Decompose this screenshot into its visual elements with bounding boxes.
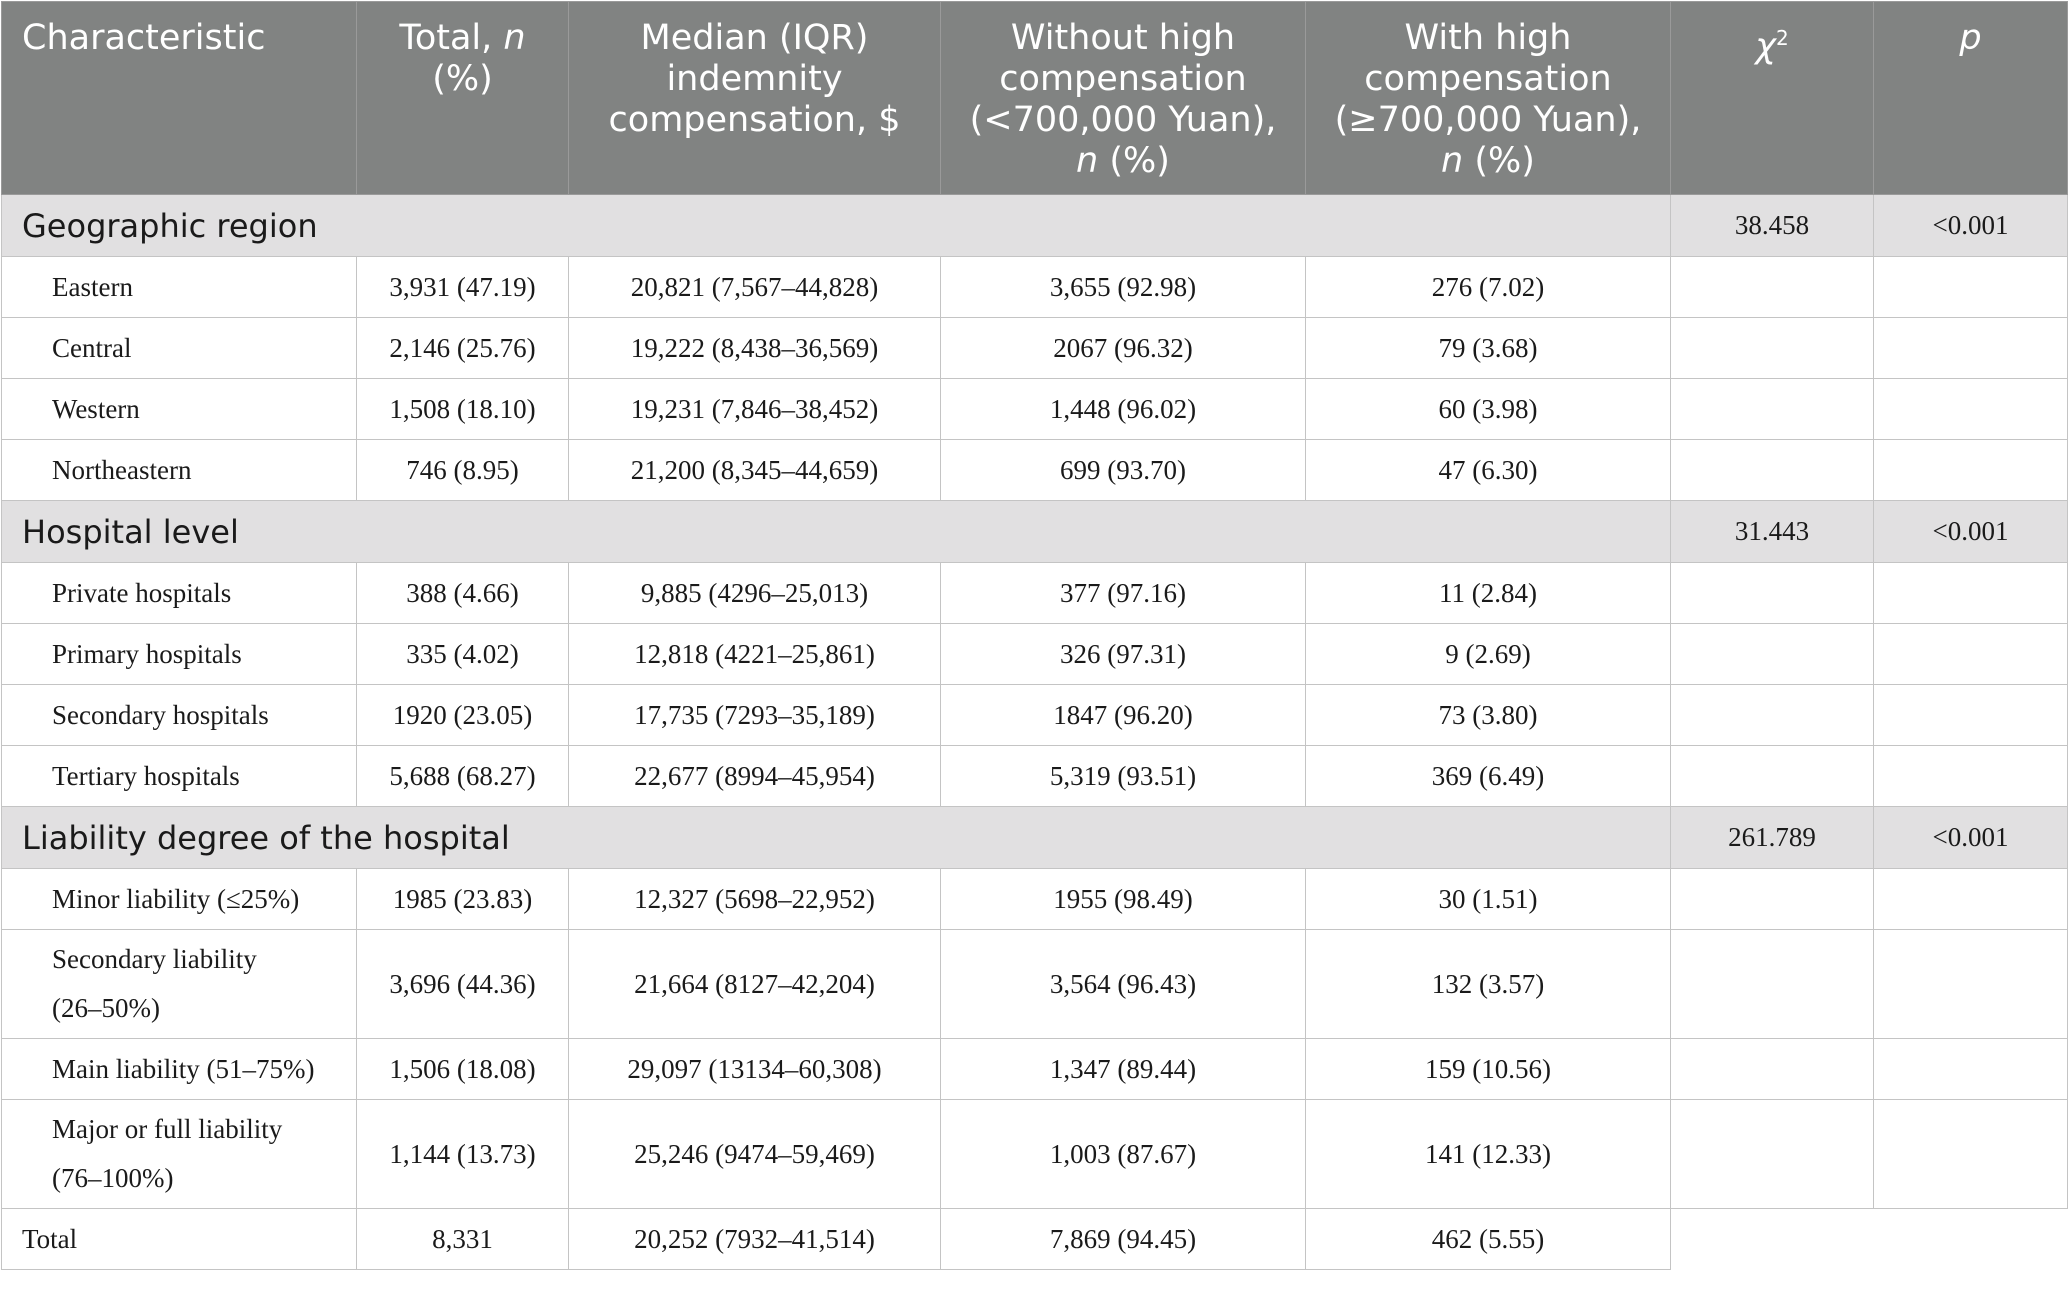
without-high-count: 1,448 (96.02) [941, 379, 1306, 440]
empty-cell [1671, 930, 1874, 1039]
empty-cell [1671, 1209, 2068, 1270]
header-without-high: Without high compensation (<700,000 Yuan), n (%) [941, 2, 1306, 195]
with-high-count: 159 (10.56) [1306, 1039, 1671, 1100]
total-count: 3,696 (44.36) [357, 930, 569, 1039]
empty-cell [1671, 685, 1874, 746]
total-count: 3,931 (47.19) [357, 257, 569, 318]
row-label: Private hospitals [2, 563, 357, 624]
median-compensation: 12,327 (5698–22,952) [569, 869, 941, 930]
without-high-count: 1847 (96.20) [941, 685, 1306, 746]
without-high-count: 1,003 (87.67) [941, 1100, 1306, 1209]
chi-square-value: 38.458 [1671, 195, 1874, 257]
table-body [2, 195, 2068, 1270]
without-high-count: 5,319 (93.51) [941, 746, 1306, 807]
empty-cell [1874, 257, 2068, 318]
with-high-count: 462 (5.55) [1306, 1209, 1671, 1270]
total-count: 1,144 (13.73) [357, 1100, 569, 1209]
row-label: Western [2, 379, 357, 440]
chi-square-value: 261.789 [1671, 807, 1874, 869]
header-total: Total, n (%) [357, 2, 569, 195]
table-row [2, 1100, 2068, 1209]
table-row [2, 685, 2068, 746]
section-title: Hospital level [2, 501, 1671, 563]
median-compensation: 22,677 (8994–45,954) [569, 746, 941, 807]
median-compensation: 29,097 (13134–60,308) [569, 1039, 941, 1100]
with-high-count: 60 (3.98) [1306, 379, 1671, 440]
header-characteristic: Characteristic [2, 2, 357, 195]
empty-cell [1874, 624, 2068, 685]
total-count: 2,146 (25.76) [357, 318, 569, 379]
total-count: 1,506 (18.08) [357, 1039, 569, 1100]
median-compensation: 9,885 (4296–25,013) [569, 563, 941, 624]
empty-cell [1671, 440, 1874, 501]
empty-cell [1671, 1100, 1874, 1209]
empty-cell [1671, 318, 1874, 379]
with-high-count: 30 (1.51) [1306, 869, 1671, 930]
header-median: Median (IQR) indemnity compensation, $ [569, 2, 941, 195]
empty-cell [1671, 624, 1874, 685]
section-header-row [2, 501, 2068, 563]
chi-square-value: 31.443 [1671, 501, 1874, 563]
section-title: Liability degree of the hospital [2, 807, 1671, 869]
empty-cell [1671, 746, 1874, 807]
header-p-value: p [1874, 2, 2068, 195]
row-label: Tertiary hospitals [2, 746, 357, 807]
header-with-high: With high compensation (≥700,000 Yuan), n (%) [1306, 2, 1671, 195]
empty-cell [1874, 930, 2068, 1039]
total-count: 335 (4.02) [357, 624, 569, 685]
median-compensation: 12,818 (4221–25,861) [569, 624, 941, 685]
with-high-count: 11 (2.84) [1306, 563, 1671, 624]
indemnity-table [1, 1, 2068, 1270]
with-high-count: 276 (7.02) [1306, 257, 1671, 318]
header-chi-square: $\chi^2$ [1671, 2, 1874, 195]
with-high-count: 369 (6.49) [1306, 746, 1671, 807]
empty-cell [1874, 1039, 2068, 1100]
without-high-count: 1,347 (89.44) [941, 1039, 1306, 1100]
p-value: <0.001 [1874, 807, 2068, 869]
empty-cell [1874, 869, 2068, 930]
table-row [2, 1039, 2068, 1100]
table-row [2, 379, 2068, 440]
empty-cell [1671, 257, 1874, 318]
empty-cell [1671, 1039, 1874, 1100]
empty-cell [1874, 440, 2068, 501]
without-high-count: 699 (93.70) [941, 440, 1306, 501]
p-value: <0.001 [1874, 501, 2068, 563]
without-high-count: 3,564 (96.43) [941, 930, 1306, 1039]
row-label: Central [2, 318, 357, 379]
row-label: Main liability (51–75%) [2, 1039, 357, 1100]
without-high-count: 7,869 (94.45) [941, 1209, 1306, 1270]
row-label: Secondary liability (26–50%) [2, 930, 357, 1039]
table-row [2, 563, 2068, 624]
table-row [2, 257, 2068, 318]
total-count: 8,331 [357, 1209, 569, 1270]
total-count: 1985 (23.83) [357, 869, 569, 930]
without-high-count: 377 (97.16) [941, 563, 1306, 624]
without-high-count: 1955 (98.49) [941, 869, 1306, 930]
with-high-count: 79 (3.68) [1306, 318, 1671, 379]
row-label: Secondary hospitals [2, 685, 357, 746]
without-high-count: 326 (97.31) [941, 624, 1306, 685]
table-row [2, 746, 2068, 807]
header-row [2, 2, 2068, 195]
median-compensation: 25,246 (9474–59,469) [569, 1100, 941, 1209]
empty-cell [1874, 685, 2068, 746]
row-label: Major or full liability (76–100%) [2, 1100, 357, 1209]
median-compensation: 19,222 (8,438–36,569) [569, 318, 941, 379]
empty-cell [1671, 563, 1874, 624]
total-label: Total [2, 1209, 357, 1270]
table-row [2, 318, 2068, 379]
row-label: Eastern [2, 257, 357, 318]
with-high-count: 132 (3.57) [1306, 930, 1671, 1039]
table-row [2, 930, 2068, 1039]
with-high-count: 141 (12.33) [1306, 1100, 1671, 1209]
empty-cell [1671, 379, 1874, 440]
section-header-row [2, 195, 2068, 257]
total-count: 1920 (23.05) [357, 685, 569, 746]
median-compensation: 17,735 (7293–35,189) [569, 685, 941, 746]
empty-cell [1671, 869, 1874, 930]
empty-cell [1874, 379, 2068, 440]
table-row [2, 869, 2068, 930]
empty-cell [1874, 318, 2068, 379]
table-row [2, 440, 2068, 501]
with-high-count: 73 (3.80) [1306, 685, 1671, 746]
total-count: 5,688 (68.27) [357, 746, 569, 807]
total-count: 1,508 (18.10) [357, 379, 569, 440]
median-compensation: 20,252 (7932–41,514) [569, 1209, 941, 1270]
without-high-count: 2067 (96.32) [941, 318, 1306, 379]
section-title: Geographic region [2, 195, 1671, 257]
total-row [2, 1209, 2068, 1270]
row-label: Primary hospitals [2, 624, 357, 685]
empty-cell [1874, 1100, 2068, 1209]
median-compensation: 20,821 (7,567–44,828) [569, 257, 941, 318]
with-high-count: 9 (2.69) [1306, 624, 1671, 685]
p-value: <0.001 [1874, 195, 2068, 257]
table-row [2, 624, 2068, 685]
median-compensation: 19,231 (7,846–38,452) [569, 379, 941, 440]
empty-cell [1874, 746, 2068, 807]
median-compensation: 21,200 (8,345–44,659) [569, 440, 941, 501]
row-label: Minor liability (≤25%) [2, 869, 357, 930]
without-high-count: 3,655 (92.98) [941, 257, 1306, 318]
section-header-row [2, 807, 2068, 869]
row-label: Northeastern [2, 440, 357, 501]
with-high-count: 47 (6.30) [1306, 440, 1671, 501]
total-count: 388 (4.66) [357, 563, 569, 624]
median-compensation: 21,664 (8127–42,204) [569, 930, 941, 1039]
empty-cell [1874, 563, 2068, 624]
total-count: 746 (8.95) [357, 440, 569, 501]
